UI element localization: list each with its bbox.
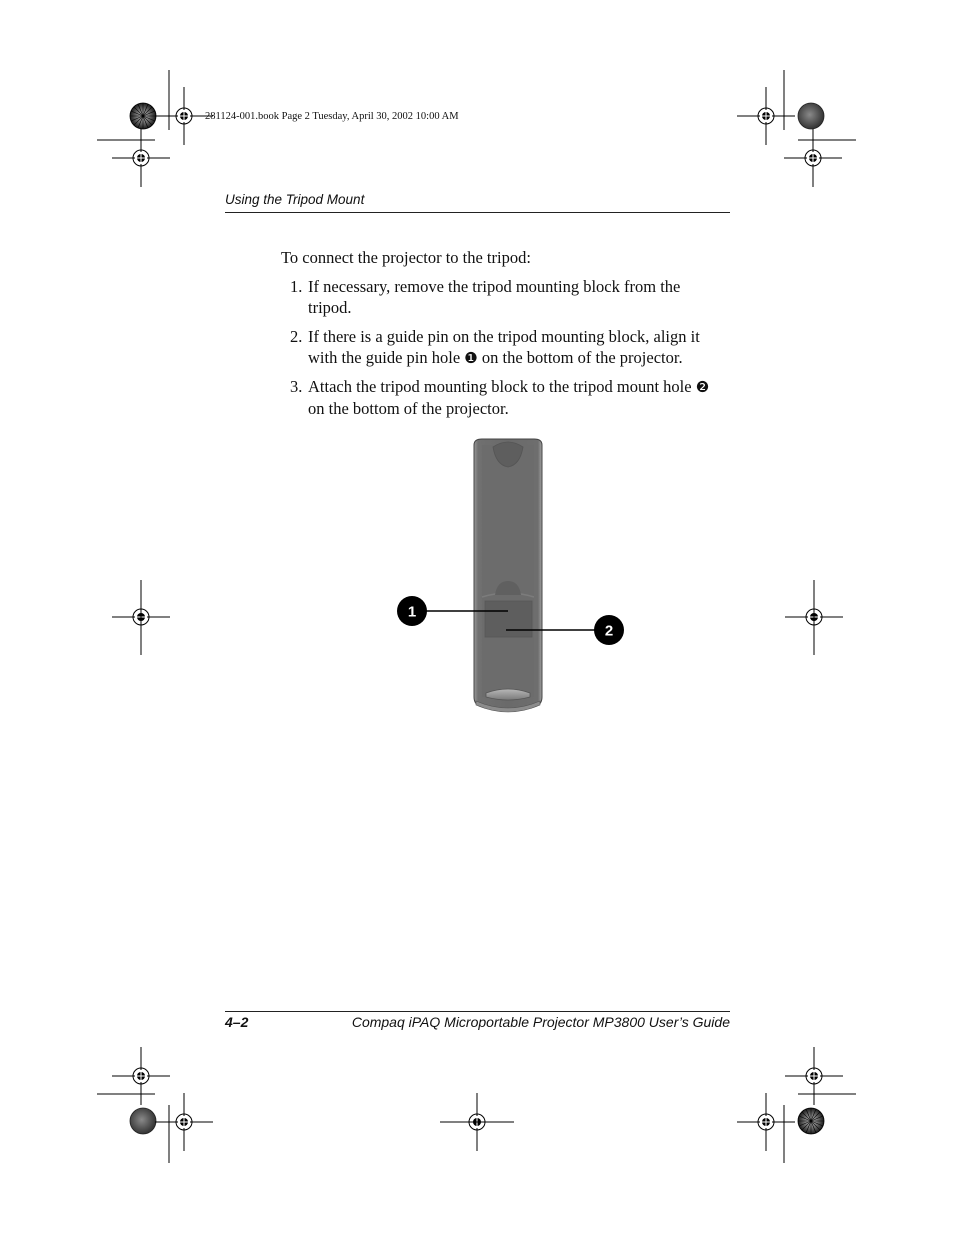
- step-number: 3.: [290, 377, 303, 396]
- callout-1-glyph: ❶: [464, 349, 478, 367]
- registration-crosshair: [737, 87, 795, 145]
- step-text: Attach the tripod mounting block to the tripod mount hole ❷ on the bottom of the projector.: [308, 377, 710, 418]
- registration-crosshair: [785, 1047, 843, 1105]
- callout-2-glyph: ❷: [695, 378, 710, 396]
- registration-crosshair: [155, 1093, 213, 1151]
- step-number: 2.: [290, 327, 303, 346]
- header-rule: [225, 212, 730, 213]
- print-stamp: 281124-001.book Page 2 Tuesday, April 30, 2002 10:00 AM: [205, 111, 459, 122]
- solid-mark: [130, 1108, 156, 1134]
- registration-crosshair: [784, 129, 842, 187]
- starburst-mark: [130, 103, 156, 129]
- intro-paragraph: To connect the projector to the tripod:: [281, 248, 531, 267]
- step-number: 1.: [290, 277, 303, 296]
- registration-crosshair: [737, 1093, 795, 1151]
- book-title: Compaq iPAQ Microportable Projector MP3800 User’s Guide: [351, 1014, 730, 1030]
- callout-1-label: 1: [407, 603, 417, 621]
- starburst-mark: [798, 1108, 824, 1134]
- registration-crosshair: [112, 1047, 170, 1105]
- footer-rule: [225, 1011, 730, 1012]
- solid-mark: [798, 103, 824, 129]
- projector-body: [474, 439, 542, 712]
- page-number: 4–2: [225, 1014, 249, 1030]
- registration-crosshair: [112, 129, 170, 187]
- running-header: Using the Tripod Mount: [225, 192, 365, 207]
- callout-2-label: 2: [604, 622, 614, 640]
- step-text: If necessary, remove the tripod mounting block from the tripod.: [308, 277, 681, 317]
- projector-bottom-figure: [390, 435, 630, 720]
- tripod-mount-plate: [485, 601, 532, 637]
- step-text: If there is a guide pin on the tripod mounting block, align it with the guide pin hole ❶ on the bottom of the projector.: [308, 327, 700, 367]
